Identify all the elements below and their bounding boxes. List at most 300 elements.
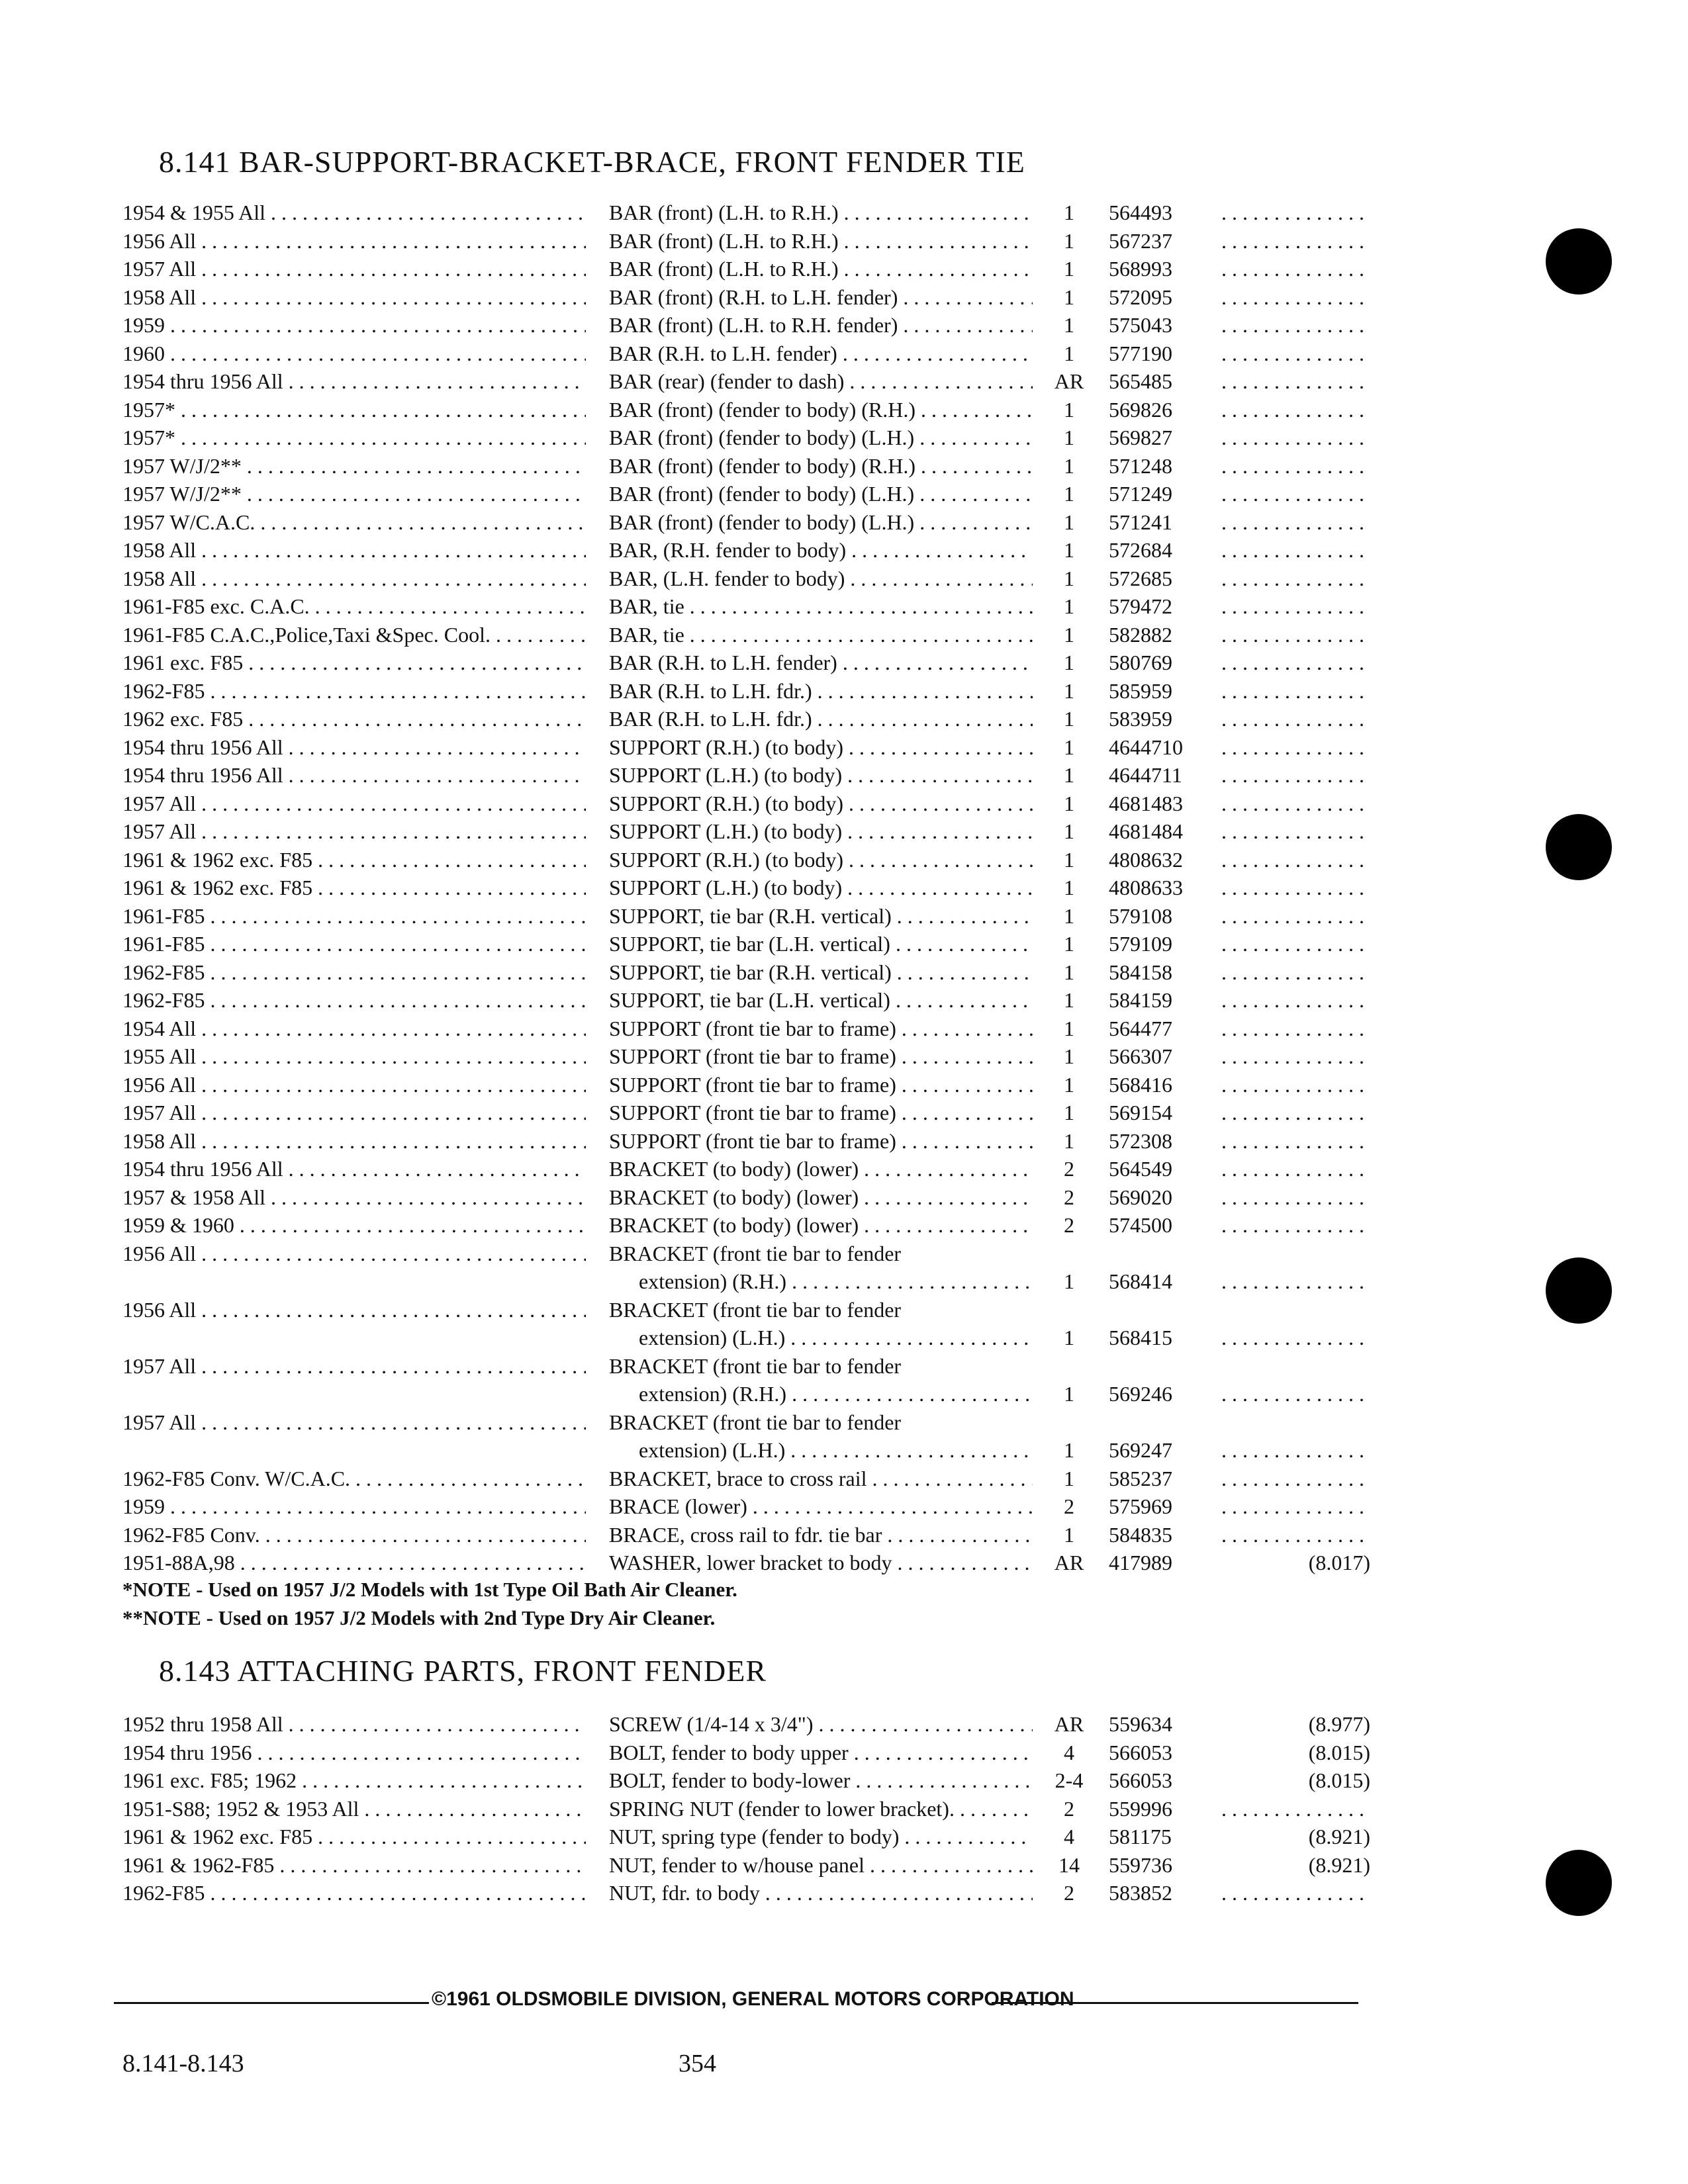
table-row <box>122 1267 1367 1296</box>
reference-cell <box>1221 367 1370 396</box>
quantity-cell: 1 <box>1064 622 1074 647</box>
description-cell: SUPPORT (front tie bar to frame) . . . <box>609 1015 1033 1043</box>
part-number-cell: 580769 <box>1109 651 1172 674</box>
reference-cell: (8.921) <box>1308 1825 1370 1848</box>
model-cell: 1956 All . . . <box>122 1296 586 1324</box>
quantity-cell: 1 <box>1064 1438 1074 1462</box>
table-row <box>122 958 1367 987</box>
description-cell: BAR (front) (L.H. to R.H.) . . . <box>609 199 1033 227</box>
quantity-cell: 1 <box>1064 1522 1074 1547</box>
binder-hole-4 <box>1546 1850 1612 1916</box>
quantity-cell: 1 <box>1064 847 1074 872</box>
description-cell: SUPPORT (R.H.) (to body) . . . <box>609 790 1033 818</box>
model-cell: 1957 & 1958 All . . . <box>122 1183 586 1212</box>
model-cell: 1957 All . . . <box>122 255 586 283</box>
description-cell: BAR (R.H. to L.H. fdr.) . . . <box>609 705 1033 733</box>
model-cell: 1961-F85 . . . <box>122 902 586 931</box>
part-number-cell: 575043 <box>1109 313 1172 337</box>
description-cell: SUPPORT (R.H.) (to body) . . . <box>609 846 1033 874</box>
part-number-cell: 585237 <box>1109 1466 1172 1490</box>
part-number-cell: 584835 <box>1109 1522 1172 1547</box>
description-cell: SUPPORT (front tie bar to frame) . . . <box>609 1042 1033 1071</box>
reference-cell <box>1221 508 1370 537</box>
reference-cell <box>1221 874 1370 902</box>
description-cell: BRACKET (front tie bar to fender <box>609 1297 902 1322</box>
description-cell: BRACKET (to body) (lower) . . . <box>609 1183 1033 1212</box>
table-row <box>122 1823 1370 1851</box>
part-number-cell: 579472 <box>1109 594 1172 618</box>
table-row <box>122 1879 1367 1907</box>
quantity-cell: 1 <box>1064 1128 1074 1153</box>
table-row <box>122 1549 1370 1577</box>
description-cell: BAR (front) (R.H. to L.H. fender) . . . <box>609 283 1033 312</box>
description-cell: NUT, fender to w/house panel . . . <box>609 1851 1033 1880</box>
description-cell: SUPPORT (front tie bar to frame) . . . <box>609 1071 1033 1099</box>
part-number-cell: 579108 <box>1109 903 1172 928</box>
quantity-cell: AR <box>1054 369 1084 393</box>
part-number-cell: 569827 <box>1109 426 1172 449</box>
quantity-cell: 1 <box>1064 1101 1074 1124</box>
reference-cell <box>1221 1127 1370 1156</box>
table-row <box>122 1211 1367 1240</box>
reference-cell: (8.015) <box>1308 1768 1370 1792</box>
table-row <box>122 1795 1367 1823</box>
model-cell: 1962-F85 Conv. W/C.A.C. . . . <box>122 1465 586 1493</box>
description-cell: BAR (front) (L.H. to R.H. fender) . . . <box>609 311 1033 340</box>
quantity-cell: 1 <box>1064 1016 1074 1040</box>
reference-cell <box>1221 199 1370 227</box>
quantity-cell: 1 <box>1064 482 1074 506</box>
description-cell: BRACKET (front tie bar to fender <box>609 1353 902 1378</box>
description-cell: SCREW (1/4-14 x 3/4") . . . <box>609 1710 1033 1739</box>
table-row <box>122 1521 1367 1549</box>
part-number-cell: 569154 <box>1109 1101 1172 1124</box>
quantity-cell: 2 <box>1064 1185 1074 1209</box>
table-row <box>122 1324 1367 1352</box>
part-number-cell: 566053 <box>1109 1768 1172 1792</box>
table-row <box>122 733 1367 762</box>
quantity-cell: 1 <box>1064 876 1074 899</box>
reference-cell <box>1221 621 1370 649</box>
reference-cell <box>1221 340 1370 368</box>
table-row <box>122 1739 1370 1767</box>
part-number-cell: 566053 <box>1109 1740 1172 1764</box>
table-row <box>122 311 1367 340</box>
description-cell: BOLT, fender to body upper . . . <box>609 1739 1033 1767</box>
model-cell: 1957 All . . . <box>122 817 586 846</box>
model-cell: 1961 & 1962 exc. F85 . . . <box>122 1823 586 1851</box>
reference-cell <box>1221 536 1370 565</box>
model-cell: 1954 thru 1956 All . . . <box>122 367 586 396</box>
table-row <box>122 1436 1367 1465</box>
part-number-cell: 4681484 <box>1109 819 1183 843</box>
table-row <box>122 677 1367 705</box>
model-cell: 1961 & 1962-F85 . . . <box>122 1851 586 1880</box>
description-cell: BAR, tie . . . <box>609 621 1033 649</box>
part-number-cell: 582882 <box>1109 622 1172 647</box>
quantity-cell: 1 <box>1064 201 1074 224</box>
reference-cell <box>1221 1042 1370 1071</box>
part-number-cell: 4808632 <box>1109 847 1183 872</box>
quantity-cell: 1 <box>1064 678 1074 703</box>
table-row <box>122 1127 1367 1156</box>
part-number-cell: 569826 <box>1109 397 1172 422</box>
note-1: *NOTE - Used on 1957 J/2 Models with 1st Type Oil Bath Air Cleaner. <box>122 1578 737 1601</box>
reference-cell <box>1221 592 1370 621</box>
table-row <box>122 396 1367 424</box>
quantity-cell: 1 <box>1064 1044 1074 1068</box>
quantity-cell: 1 <box>1064 819 1074 843</box>
description-cell: extension) (R.H.) . . . <box>639 1380 1033 1408</box>
model-cell: 1962-F85 . . . <box>122 958 586 987</box>
quantity-cell: 2 <box>1064 1796 1074 1821</box>
parts-table-8-141 <box>122 199 1370 1577</box>
table-row <box>122 1042 1367 1071</box>
quantity-cell: 1 <box>1064 1072 1074 1097</box>
description-cell: BAR (front) (L.H. to R.H.) . . . <box>609 255 1033 283</box>
table-row <box>122 761 1367 790</box>
model-cell: 1957 All . . . <box>122 1352 586 1381</box>
reference-cell <box>1221 1267 1370 1296</box>
part-number-cell: 568993 <box>1109 257 1172 281</box>
part-number-cell: 572684 <box>1109 538 1172 562</box>
reference-cell <box>1221 424 1370 452</box>
table-row <box>122 1352 1367 1381</box>
model-cell: 1956 All . . . <box>122 1071 586 1099</box>
table-row <box>122 1408 1367 1437</box>
description-cell: SUPPORT, tie bar (L.H. vertical) . . . <box>609 930 1033 958</box>
part-number-cell: 571241 <box>1109 510 1172 534</box>
reference-cell <box>1221 227 1370 255</box>
reference-cell <box>1221 1155 1370 1183</box>
table-row <box>122 1183 1367 1212</box>
part-number-cell: 575969 <box>1109 1494 1172 1518</box>
table-row <box>122 1155 1367 1183</box>
reference-cell <box>1221 733 1370 762</box>
description-cell: BAR (front) (fender to body) (L.H.) . . . <box>609 508 1033 537</box>
quantity-cell: 1 <box>1064 566 1074 590</box>
description-cell: BRACKET, brace to cross rail . . . <box>609 1465 1033 1493</box>
table-row <box>122 817 1367 846</box>
part-number-cell: 574500 <box>1109 1213 1172 1237</box>
description-cell: SUPPORT, tie bar (L.H. vertical) . . . <box>609 986 1033 1015</box>
reference-cell <box>1221 1211 1370 1240</box>
reference-cell <box>1221 1521 1370 1549</box>
model-cell: 1961 exc. F85; 1962 . . . <box>122 1766 586 1795</box>
description-cell: BAR (R.H. to L.H. fdr.) . . . <box>609 677 1033 705</box>
description-cell: BRACKET (to body) (lower) . . . <box>609 1155 1033 1183</box>
description-cell: NUT, fdr. to body . . . <box>609 1879 1033 1907</box>
quantity-cell: 1 <box>1064 735 1074 759</box>
model-cell: 1957 All . . . <box>122 790 586 818</box>
description-cell: extension) (L.H.) . . . <box>639 1436 1033 1465</box>
part-number-cell: 584158 <box>1109 960 1172 984</box>
table-row <box>122 592 1367 621</box>
model-cell: 1957 W/J/2** . . . <box>122 452 586 480</box>
parts-table-8-143 <box>122 1710 1370 1907</box>
model-cell: 1959 & 1960 . . . <box>122 1211 586 1240</box>
description-cell: BAR, (L.H. fender to body) . . . <box>609 565 1033 593</box>
quantity-cell: 1 <box>1064 1326 1074 1349</box>
description-cell: BAR (front) (fender to body) (L.H.) . . . <box>609 480 1033 508</box>
part-number-cell: 559996 <box>1109 1796 1172 1821</box>
quantity-cell: 14 <box>1058 1852 1080 1877</box>
table-row <box>122 846 1367 874</box>
part-number-cell: 565485 <box>1109 369 1172 393</box>
description-cell: SUPPORT (L.H.) (to body) . . . <box>609 761 1033 790</box>
description-cell: extension) (R.H.) . . . <box>639 1267 1033 1296</box>
part-number-cell: 567237 <box>1109 228 1172 253</box>
table-row <box>122 1099 1367 1127</box>
table-row <box>122 452 1367 480</box>
description-cell: BAR, tie . . . <box>609 592 1033 621</box>
table-row <box>122 874 1367 902</box>
reference-cell <box>1221 1071 1370 1099</box>
part-number-cell: 568416 <box>1109 1072 1172 1097</box>
part-number-cell: 564549 <box>1109 1157 1172 1181</box>
model-cell: 1959 . . . <box>122 1492 586 1521</box>
reference-cell <box>1221 1879 1370 1907</box>
table-row <box>122 1296 1367 1324</box>
part-number-cell: 585959 <box>1109 678 1172 703</box>
model-cell: 1957 W/J/2** . . . <box>122 480 586 508</box>
part-number-cell: 564493 <box>1109 201 1172 224</box>
table-row <box>122 227 1367 255</box>
copyright-notice: ©1961 OLDSMOBILE DIVISION, GENERAL MOTORS CORPORATION <box>429 1988 992 2011</box>
quantity-cell: 1 <box>1064 285 1074 309</box>
quantity-cell: 1 <box>1064 538 1074 562</box>
quantity-cell: 1 <box>1064 1382 1074 1406</box>
table-row <box>122 1380 1367 1408</box>
table-row <box>122 367 1367 396</box>
model-cell: 1956 All . . . <box>122 1240 586 1268</box>
model-cell: 1962-F85 . . . <box>122 677 586 705</box>
reference-cell <box>1221 1099 1370 1127</box>
binder-hole-2 <box>1546 814 1612 880</box>
table-row <box>122 508 1367 537</box>
description-cell: BAR (front) (fender to body) (L.H.) . . . <box>609 424 1033 452</box>
model-cell: 1960 . . . <box>122 340 586 368</box>
model-cell: 1957 W/C.A.C. . . . <box>122 508 586 537</box>
model-cell: 1951-S88; 1952 & 1953 All . . . <box>122 1795 586 1823</box>
reference-cell <box>1221 1015 1370 1043</box>
quantity-cell: 2-4 <box>1055 1768 1084 1792</box>
model-cell: 1958 All . . . <box>122 536 586 565</box>
reference-cell <box>1221 396 1370 424</box>
section-title-8-143: 8.143 ATTACHING PARTS, FRONT FENDER <box>159 1654 767 1688</box>
description-cell: BRACKET (to body) (lower) . . . <box>609 1211 1033 1240</box>
description-cell: BRACE, cross rail to fdr. tie bar . . . <box>609 1521 1033 1549</box>
reference-cell <box>1221 986 1370 1015</box>
description-cell: BAR (front) (fender to body) (R.H.) . . . <box>609 452 1033 480</box>
quantity-cell: 1 <box>1064 1269 1074 1293</box>
reference-cell <box>1221 480 1370 508</box>
model-cell: 1954 All . . . <box>122 1015 586 1043</box>
quantity-cell: 2 <box>1064 1494 1074 1518</box>
description-cell: BRACKET (front tie bar to fender <box>609 1410 902 1434</box>
model-cell: 1951-88A,98 . . . <box>122 1549 586 1577</box>
part-number-cell: 4808633 <box>1109 876 1183 899</box>
description-cell: SUPPORT (front tie bar to frame) . . . <box>609 1127 1033 1156</box>
table-row <box>122 340 1367 368</box>
quantity-cell: 1 <box>1064 426 1074 449</box>
part-number-cell: 4644710 <box>1109 735 1183 759</box>
description-cell: SUPPORT (L.H.) (to body) . . . <box>609 874 1033 902</box>
notes <box>122 1575 737 1632</box>
part-number-cell: 583959 <box>1109 707 1172 731</box>
quantity-cell: 1 <box>1064 453 1074 478</box>
reference-cell: (8.015) <box>1308 1740 1370 1764</box>
table-row <box>122 986 1367 1015</box>
model-cell: 1957* . . . <box>122 396 586 424</box>
table-row <box>122 283 1367 312</box>
description-cell: extension) (L.H.) . . . <box>639 1324 1033 1352</box>
description-cell: BAR (front) (L.H. to R.H.) . . . <box>609 227 1033 255</box>
reference-cell <box>1221 565 1370 593</box>
model-cell: 1961-F85 exc. C.A.C. . . . <box>122 592 586 621</box>
part-number-cell: 581175 <box>1109 1825 1172 1848</box>
quantity-cell: 2 <box>1064 1213 1074 1237</box>
binder-hole-1 <box>1546 228 1612 295</box>
part-number-cell: 566307 <box>1109 1044 1172 1068</box>
page-number: 354 <box>679 2050 716 2077</box>
model-cell: 1958 All . . . <box>122 283 586 312</box>
model-cell: 1954 & 1955 All . . . <box>122 199 586 227</box>
table-row <box>122 649 1367 677</box>
part-number-cell: 579109 <box>1109 932 1172 956</box>
description-cell: BAR (front) (fender to body) (R.H.) . . . <box>609 396 1033 424</box>
table-row <box>122 1851 1370 1880</box>
quantity-cell: 1 <box>1064 651 1074 674</box>
table-row <box>122 930 1367 958</box>
quantity-cell: 2 <box>1064 1881 1074 1905</box>
quantity-cell: 1 <box>1064 313 1074 337</box>
reference-cell <box>1221 846 1370 874</box>
model-cell: 1961 & 1962 exc. F85 . . . <box>122 874 586 902</box>
quantity-cell: 1 <box>1064 1466 1074 1490</box>
description-cell: BRACKET (front tie bar to fender <box>609 1241 902 1265</box>
part-number-cell: 569247 <box>1109 1438 1172 1462</box>
quantity-cell: 1 <box>1064 341 1074 365</box>
part-number-cell: 564477 <box>1109 1016 1172 1040</box>
model-cell: 1962 exc. F85 . . . <box>122 705 586 733</box>
table-row <box>122 480 1367 508</box>
table-row <box>122 1240 1367 1268</box>
reference-cell <box>1221 790 1370 818</box>
model-cell: 1952 thru 1958 All . . . <box>122 1710 586 1739</box>
part-number-cell: 4681483 <box>1109 791 1183 815</box>
table-row <box>122 1015 1367 1043</box>
quantity-cell: 2 <box>1064 1157 1074 1181</box>
quantity-cell: 1 <box>1064 228 1074 253</box>
description-cell: BAR, (R.H. fender to body) . . . <box>609 536 1033 565</box>
part-number-cell: 4644711 <box>1109 763 1182 787</box>
footer-section-ref: 8.141-8.143 <box>122 2050 244 2077</box>
table-row <box>122 790 1367 818</box>
quantity-cell: AR <box>1054 1551 1084 1574</box>
model-cell: 1954 thru 1956 All . . . <box>122 733 586 762</box>
reference-cell <box>1221 452 1370 480</box>
model-cell: 1955 All . . . <box>122 1042 586 1071</box>
description-cell: SUPPORT (R.H.) (to body) . . . <box>609 733 1033 762</box>
reference-cell <box>1221 958 1370 987</box>
reference-cell <box>1221 1492 1370 1521</box>
reference-cell <box>1221 649 1370 677</box>
description-cell: SPRING NUT (fender to lower bracket). . . . <box>609 1795 1033 1823</box>
part-number-cell: 577190 <box>1109 341 1172 365</box>
table-row <box>122 902 1367 931</box>
part-number-cell: 583852 <box>1109 1881 1172 1905</box>
reference-cell: (8.017) <box>1308 1551 1370 1574</box>
quantity-cell: 1 <box>1064 763 1074 787</box>
model-cell: 1954 thru 1956 . . . <box>122 1739 586 1767</box>
description-cell: SUPPORT (L.H.) (to body) . . . <box>609 817 1033 846</box>
quantity-cell: 1 <box>1064 707 1074 731</box>
part-number-cell: 572685 <box>1109 566 1172 590</box>
section-title-8-141: 8.141 BAR-SUPPORT-BRACKET-BRACE, FRONT FENDER TIE <box>159 145 1025 179</box>
model-cell: 1958 All . . . <box>122 565 586 593</box>
description-cell: BAR (R.H. to L.H. fender) . . . <box>609 340 1033 368</box>
binder-hole-3 <box>1546 1257 1612 1324</box>
model-cell: 1961-F85 C.A.C.,Police,Taxi &Spec. Cool. . . . <box>122 621 586 649</box>
quantity-cell: 1 <box>1064 791 1074 815</box>
reference-cell: (8.921) <box>1308 1852 1370 1877</box>
description-cell: BAR (R.H. to L.H. fender) . . . <box>609 649 1033 677</box>
table-row <box>122 621 1367 649</box>
reference-cell <box>1221 1436 1370 1465</box>
table-row <box>122 255 1367 283</box>
model-cell: 1957* . . . <box>122 424 586 452</box>
quantity-cell: AR <box>1054 1712 1084 1736</box>
quantity-cell: 1 <box>1064 932 1074 956</box>
part-number-cell: 559736 <box>1109 1852 1172 1877</box>
model-cell: 1962-F85 . . . <box>122 1879 586 1907</box>
part-number-cell: 417989 <box>1109 1551 1172 1574</box>
reference-cell <box>1221 677 1370 705</box>
model-cell: 1961-F85 . . . <box>122 930 586 958</box>
model-cell: 1954 thru 1956 All . . . <box>122 1155 586 1183</box>
table-row <box>122 565 1367 593</box>
reference-cell <box>1221 1324 1370 1352</box>
description-cell: BAR (rear) (fender to dash) . . . <box>609 367 1033 396</box>
quantity-cell: 1 <box>1064 960 1074 984</box>
model-cell: 1962-F85 Conv. . . . <box>122 1521 586 1549</box>
part-number-cell: 571248 <box>1109 453 1172 478</box>
table-row <box>122 1465 1367 1493</box>
table-row <box>122 705 1367 733</box>
reference-cell <box>1221 817 1370 846</box>
description-cell: NUT, spring type (fender to body) . . . <box>609 1823 1033 1851</box>
part-number-cell: 584159 <box>1109 988 1172 1012</box>
reference-cell <box>1221 255 1370 283</box>
quantity-cell: 4 <box>1064 1740 1074 1764</box>
model-cell: 1958 All . . . <box>122 1127 586 1156</box>
table-row <box>122 536 1367 565</box>
reference-cell <box>1221 283 1370 312</box>
reference-cell <box>1221 902 1370 931</box>
note-2: **NOTE - Used on 1957 J/2 Models with 2nd Type Dry Air Cleaner. <box>122 1606 716 1629</box>
reference-cell: (8.977) <box>1308 1712 1370 1736</box>
model-cell: 1959 . . . <box>122 311 586 340</box>
table-row <box>122 199 1367 227</box>
part-number-cell: 572095 <box>1109 285 1172 309</box>
reference-cell <box>1221 761 1370 790</box>
quantity-cell: 1 <box>1064 397 1074 422</box>
table-row <box>122 1071 1367 1099</box>
quantity-cell: 1 <box>1064 903 1074 928</box>
model-cell: 1954 thru 1956 All . . . <box>122 761 586 790</box>
part-number-cell: 568415 <box>1109 1326 1172 1349</box>
